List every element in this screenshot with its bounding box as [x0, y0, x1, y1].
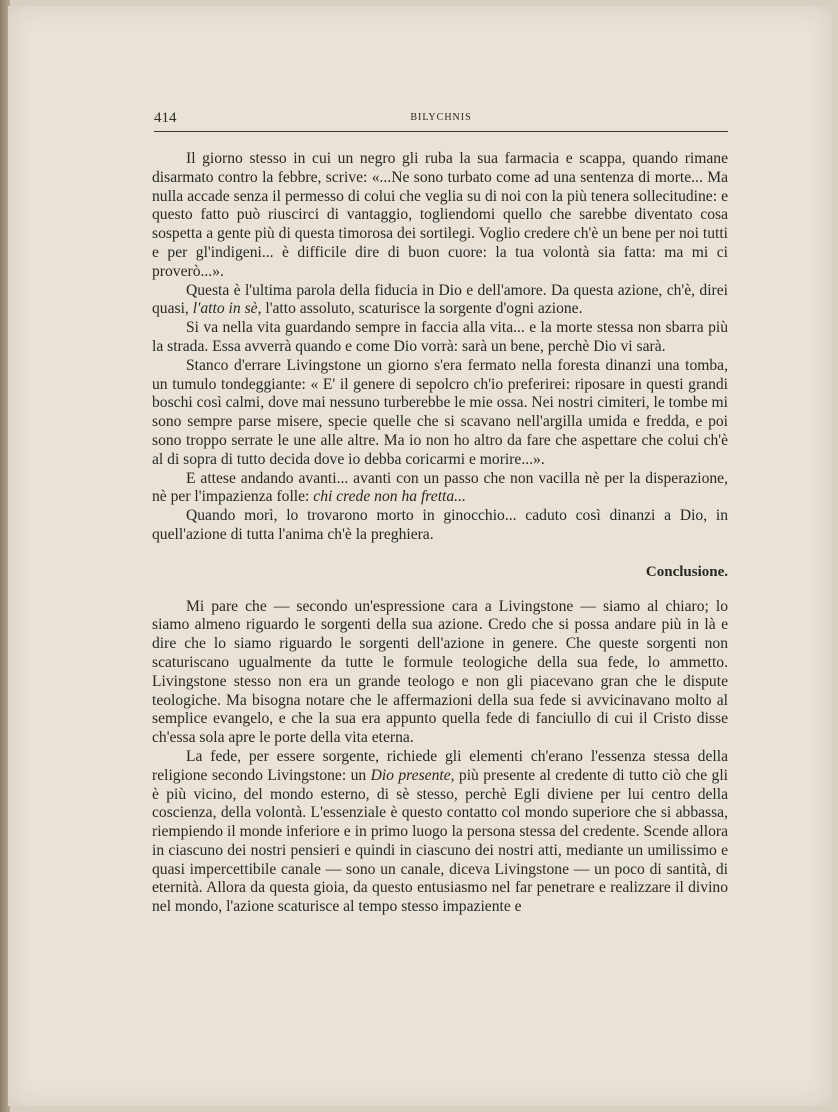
emphasis-text: Dio presente	[370, 766, 451, 784]
header-rule	[154, 131, 728, 132]
paragraph: Si va nella vita guardando sempre in faccia alla vita... e la morte stessa non sbarra più la strada. Essa avverrà quando e come Dio vorrà: sarà un bene, perchè Dio vi sarà.	[152, 319, 728, 355]
paragraph: Il giorno stesso in cui un negro gli ruba la sua farmacia e scappa, quando rimane disarmato contro la febbre, scrive: «...Ne sono turbato come ad una sentenza di morte... Ma nulla accade senza il permesso di colui che veglia su di noi con la più tenera sollecitudine: e questo fatto può riuscirci di vantaggio, togliendomi quello che sarebbe diventato cosa sospetta a gente più di questa timorosa dei sortilegi. Voglio credere ch'è un bene per noi tutti e per gl'indigeni... è difficile dire di buon cuore: la tua volontà sia fatta: ma mi ci proverò...».	[152, 150, 728, 280]
page-number: 414	[154, 110, 177, 126]
running-title: BILYCHNIS	[410, 112, 472, 123]
emphasis-text: l'atto in sè	[192, 300, 258, 318]
paragraph: Mi pare che — secondo un'espressione cara a Livingstone — siamo al chiaro; lo siamo almeno riguardo le sorgenti della sua azione. Credo che si possa andare più in là e dire che lo siamo riguardo le sorgenti dell'azione in genere. Che queste sorgenti non scaturiscano ugualmente da tutte le formule teologiche della sua fede, lo ammetto. Livingstone stesso non era un grande teologo e non gli piacevano gran che le dispute teologiche. Ma bisogna notare che le affermazioni della sua fede si avvicinavano molto al semplice evangelo, e che la sua era appunto quella fede di fanciullo di cui il Cristo disse ch'essa sola apre le porte della vita eterna.	[152, 597, 728, 747]
paragraph: Questa è l'ultima parola della fiducia in Dio e dell'amore. Da questa azione, ch'è, direi quasi, l'atto in sè, l'atto assoluto, scaturisce la sorgente d'ogni azione.	[152, 281, 728, 318]
emphasis-text: chi crede non ha fretta...	[313, 488, 466, 506]
page-header	[154, 110, 728, 130]
paragraph: La fede, per essere sorgente, richiede gli elementi ch'erano l'essenza stessa della religione secondo Livingstone: un Dio presente, più presente al credente di tutto ciò che gli è più vicino, del mondo esterno, di sè stesso, perchè Egli diviene per lui centro della coscienza, della volontà. L'essenziale è questo contatto col mondo superiore che si abbassa, riempiendo il monde inferiore e in primo luogo la persona stessa del credente. Scende allora in ciascuno dei nostri pensieri e quindi in ciascuno dei nostri atti, mediante un umilissimo e quasi impercettibile canale — sono un canale, diceva Livingstone — un poco di santità, di eternità. Allora da questa gioia, da questo entusiasmo nel far penetrare e realizzare il divino nel mondo, l'azione scaturisce al tempo stesso impaziente e	[152, 747, 728, 916]
paragraph: E attese andando avanti... avanti con un passo che non vacilla nè per la disperazione, nè per l'impazienza folle: chi crede non ha fretta...	[152, 469, 728, 506]
paragraph: Stanco d'errare Livingstone un giorno s'era fermato nella foresta dinanzi una tomba, un tumulo tondeggiante: « E' il genere di sepolcro ch'io preferirei: riposare in questi grandi boschi così calmi, dove mai nessuno turberebbe le mie ossa. Nei nostri cimiteri, le tombe mi sono sempre parse misere, specie quelle che si scavano nell'argilla umida e fredda, e poi sono troppo serrate le une alle altre. Ma io non ho altro da fare che aspettare che colui ch'è al di sopra di tutto decida dove io debba coricarmi e morire...».	[152, 356, 728, 468]
section-heading: Conclusione.	[645, 563, 728, 580]
paragraph: Quando morì, lo trovarono morto in ginocchio... caduto così dinanzi a Dio, in quell'azione di tutta l'anima ch'è la preghiera.	[152, 507, 728, 543]
body-text	[152, 150, 728, 917]
